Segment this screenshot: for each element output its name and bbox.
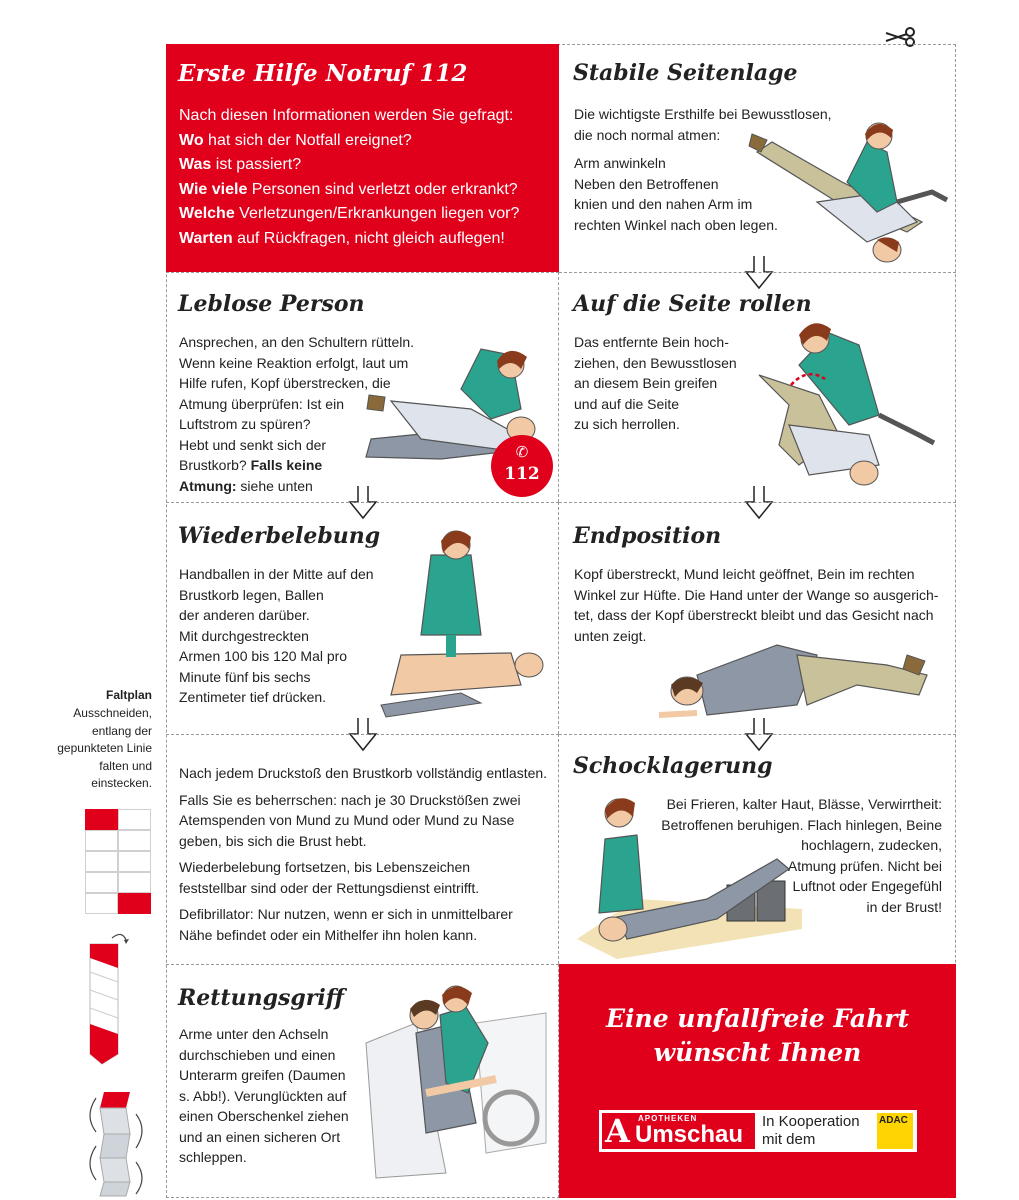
faltplan-title: Faltplan <box>105 688 152 702</box>
wieder-panel <box>166 502 559 734</box>
sponsor-box <box>599 1110 917 1152</box>
seite-title: Auf die Seite rollen <box>573 291 812 317</box>
emergency-q5: Warten auf Rückfragen, nicht gleich auflegen! <box>179 229 505 247</box>
faltplan-legend <box>40 688 152 793</box>
weiter-text: Nach jedem Druckstoß den Brustkorb vollständig entlasten. Falls Sie es beherrschen: nach je 30 Druckstößen zwei Atemspenden von Mund zu Mund oder Mund zu Nase geben, bis sich die Brust hebt. Wiederbelebung fortsetzen, bis Lebenszeichen feststellbar sind oder der Rettungsdienst eintrifft. Defibrillator: Nur nutzen, wenn er sich in unmittelbarer Nähe befindet oder ein Mithelfer ihn holen kann. <box>179 765 548 943</box>
umschau-logo <box>602 1113 755 1149</box>
badge-number: 112 <box>504 464 540 484</box>
end-position-illustration <box>657 635 937 725</box>
phone-icon: ✆ <box>515 444 529 461</box>
rolling-person-illustration <box>729 315 949 495</box>
emergency-title: Erste Hilfe Notruf 112 <box>178 60 468 87</box>
emergency-q4: Welche Verletzungen/Erkrankungen liegen vor? <box>179 205 520 222</box>
endpos-panel <box>559 502 956 734</box>
rettung-text: Arme unter den Achseln durchschieben und einen Unterarm greifen (Daumen s. Abb!). Verunglückten auf einen Oberschenkel ziehen und an einen sicheren Ort schleppen. <box>179 1026 349 1165</box>
wieder-text: Handballen in der Mitte auf den Brustkorb legen, Ballen der anderen darüber. Mit durchgestreckten Armen 100 bis 120 Mal pro Minute fünf bis sechs Zentimeter tief drücken. <box>179 566 374 705</box>
endpos-title: Endposition <box>573 523 722 549</box>
stabile-title: Stabile Seitenlage <box>573 60 798 86</box>
grid-cell <box>118 851 151 872</box>
seite-text: Das entfernte Bein hoch- ziehen, den Bewusstlosen an diesem Bein greifen und auf die Seite zu sich herrollen. <box>574 334 737 432</box>
schock-panel <box>559 734 956 964</box>
emergency-q2: Was ist passiert? <box>179 156 302 173</box>
fahrt-panel <box>559 964 956 1198</box>
fahrt-greeting: Eine unfallfreie Fahrt wünscht Ihnen <box>605 1004 910 1067</box>
grid-cell <box>85 830 118 851</box>
rescue-grip-illustration <box>356 983 551 1183</box>
weiter-panel <box>166 734 559 964</box>
logo-big-text: Umschau <box>635 1121 744 1148</box>
endpos-text: Kopf überstreckt, Mund leicht geöffnet, Bein im rechten Winkel zur Hüfte. Die Hand unter der Wange so ausgerich- tet, dass der Kopf überstreckt bleibt und das Gesicht nach unten zeigt. <box>574 566 939 644</box>
rettung-title: Rettungsgriff <box>178 985 344 1011</box>
leblos-title: Leblose Person <box>178 291 365 317</box>
fold-grid <box>85 809 151 915</box>
schock-title: Schocklagerung <box>573 753 773 779</box>
cpr-illustration <box>371 525 551 720</box>
wieder-title: Wiederbelebung <box>178 523 381 549</box>
adac-logo: ADAC <box>877 1113 913 1149</box>
fold-step-diagram <box>84 928 136 1066</box>
emergency-panel <box>166 44 559 272</box>
rettung-panel <box>166 964 559 1198</box>
emergency-questions <box>179 104 519 251</box>
stabile-text: Die wichtigste Ersthilfe bei Bewusstlosen, die noch normal atmen: Arm anwinkeln Neben den Betroffenen knien und den nahen Arm im rechten Winkel nach oben legen. <box>574 106 832 233</box>
shock-position-illustration <box>577 789 802 959</box>
seite-panel <box>559 272 956 502</box>
grid-cell <box>85 872 118 893</box>
grid-cell <box>118 830 151 851</box>
emergency-intro: Nach diesen Informationen werden Sie gefragt: <box>179 107 514 124</box>
grid-cell <box>85 893 118 914</box>
recovery-position-illustration <box>747 112 952 272</box>
fold-zigzag-diagram <box>82 1086 152 1198</box>
grid-cell <box>118 809 151 830</box>
stabile-panel <box>559 44 956 272</box>
leblos-panel <box>166 272 559 502</box>
emergency-q1: Wo hat sich der Notfall ereignet? <box>179 131 412 149</box>
cooperation-text: In Kooperation mit dem <box>762 1113 860 1148</box>
grid-cell <box>118 893 151 914</box>
leblos-text: Ansprechen, an den Schultern rütteln. Wenn keine Reaktion erfolgt, laut um Hilfe rufen, Kopf überstrecken, die Atmung überprüfen: Ist ein Luftstrom zu spüren? Hebt und senkt sich der Brustkorb? Falls keine Atmung: siehe unten <box>179 334 415 494</box>
logo-small-text: APOTHEKEN <box>638 1114 698 1123</box>
pharmacy-a-icon: A <box>605 1112 630 1150</box>
emergency-q3: Wie viele Personen sind verletzt oder erkrankt? <box>179 180 518 198</box>
emergency-call-badge <box>491 435 553 497</box>
grid-cell <box>118 872 151 893</box>
schock-text: Bei Frieren, kalter Haut, Blässe, Verwirrtheit: Betroffenen beruhigen. Flach hinlegen, Beine hochlagern, zudecken, Atmung prüfen. Nicht bei Luftnot oder Engegefühl in der Brust! <box>661 796 942 915</box>
grid-cell <box>85 851 118 872</box>
grid-cell <box>85 809 118 830</box>
faltplan-text: Ausschneiden, entlang der gepunkteten Linie falten und einstecken. <box>57 706 152 790</box>
